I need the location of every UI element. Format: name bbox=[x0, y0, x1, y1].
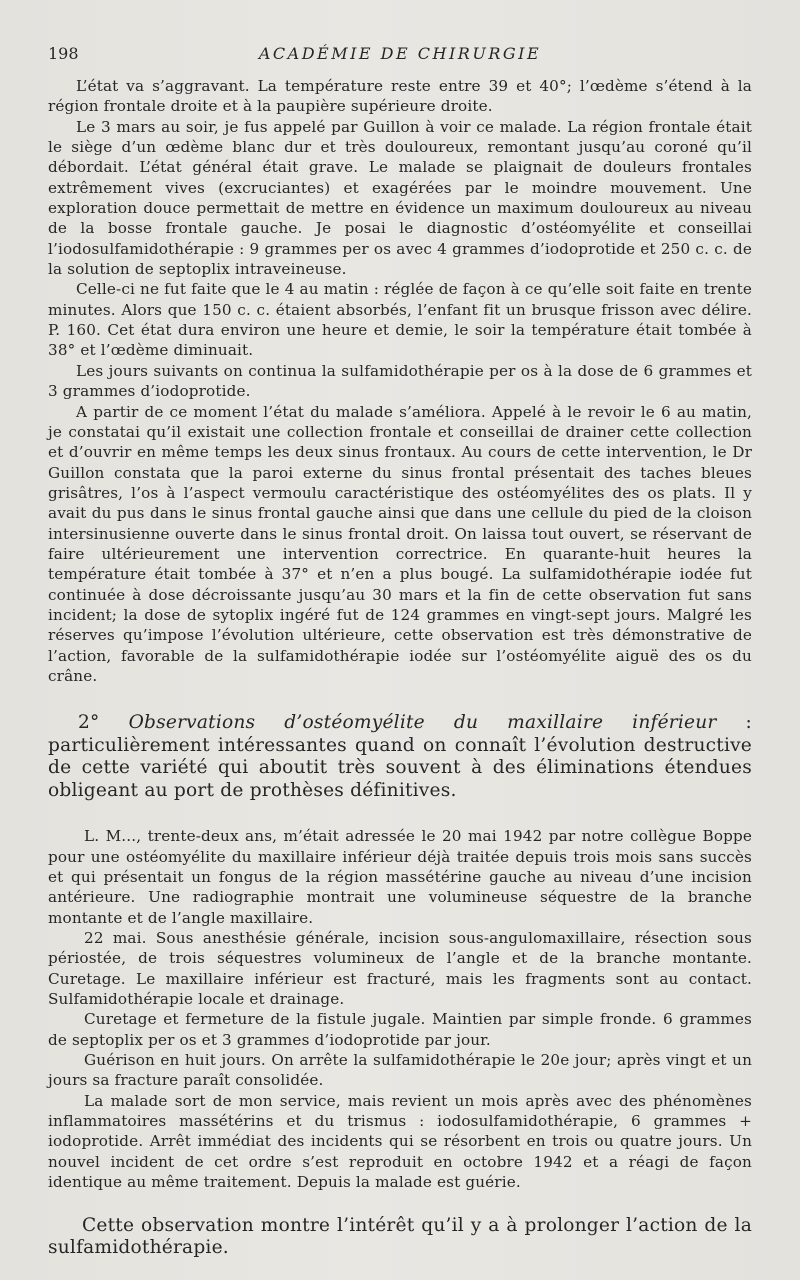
section-heading: Observations d’ostéomyélite du maxillaire inférieur bbox=[128, 712, 717, 734]
section-intro-text: : particulièrement intéressantes quand on connaît l’évolution destructive de cette variété qui aboutit très souvent à des éliminations étendues obligeant au port de prothèses définitives. bbox=[48, 712, 752, 801]
running-title: ACADÉMIE DE CHIRURGIE bbox=[258, 44, 542, 63]
paragraph: 22 mai. Sous anesthésie générale, incision sous-angulomaxillaire, résection sous périostée, de trois séquestres volumineux de l’angle et de la branche montante. Curetage. Le maxillaire inférieur est fracturé, mais les fragments sont au contact. Sulfamidothérapie locale et drainage. bbox=[48, 929, 752, 1009]
conclusion bbox=[48, 1215, 752, 1260]
paragraph: Celle-ci ne fut faite que le 4 au matin : réglée de façon à ce qu’elle soit faite en trente minutes. Alors que 150 c. c. étaient absorbés, l’enfant fit un brusque frisson avec délire. P. 160. Cet état dura environ une heure et demie, le soir la température était tombée à 38° et l’œdème diminuait. bbox=[48, 280, 752, 360]
paragraph: A partir de ce moment l’état du malade s’améliora. Appelé à le revoir le 6 au matin, je constatai qu’il existait une collection frontale et conseillai de drainer cette collection et d’ouvrir en même temps les deux sinus frontaux. Au cours de cette intervention, le Dr Guillon constata que la paroi externe du sinus frontal présentait des taches bleues grisâtres, l’os à l’aspect vermoulu caractéristique des ostéomyélites des os plats. Il y avait du pus dans le sinus frontal gauche ainsi que dans une cellule du pied de la cloison intersinusienne ouverte dans le sinus frontal droit. On laissa tout ouvert, se réservant de faire ultérieurement une intervention correctrice. En quarante-huit heures la température était tombée à 37° et n’en a plus bougé. La sulfamidothérapie iodée fut continuée à dose décroissante jusqu’au 30 mars et la fin de cette observation fut sans incident; la dose de sytoplix ingéré fut de 124 grammes en vingt-sept jours. Malgré les réserves qu’impose l’évolution ultérieure, cette observation est très démonstrative de l’action, favorable de la sulfamidothérapie iodée sur l’ostéomyélite aiguë des os du crâne. bbox=[48, 402, 752, 685]
section-2-paragraph bbox=[48, 712, 752, 802]
observation-2 bbox=[48, 826, 752, 1192]
case-continued bbox=[48, 76, 752, 686]
paragraph: Curetage et fermeture de la fistule jugale. Maintien par simple fronde. 6 grammes de septoplix per os et 3 grammes d’iodoprotide par jour. bbox=[48, 1010, 752, 1049]
paragraph: Le 3 mars au soir, je fus appelé par Guillon à voir ce malade. La région frontale était le siège d’un œdème blanc dur et très douloureux, remontant jusqu’au coroné qu’il débordait. L’état général était grave. Le malade se plaignait de douleurs frontales extrêmement vives (excruciantes) et exagérées par le moindre mouvement. Une exploration douce permettait de mettre en évidence un maximum douloureux au niveau de la bosse frontale gauche. Je posai le diagnostic d’ostéomyélite et conseillai l’iodosulfamidothérapie : 9 grammes per os avec 4 grammes d’iodoprotide et 250 c. c. de la solution de septoplix intraveineuse. bbox=[48, 117, 752, 279]
section-number: 2° bbox=[78, 712, 100, 734]
section-2 bbox=[48, 712, 752, 802]
paragraph: Guérison en huit jours. On arrête la sulfamidothérapie le 20e jour; après vingt et un jours sa fracture paraît consolidée. bbox=[48, 1051, 752, 1090]
paragraph: L’état va s’aggravant. La température reste entre 39 et 40°; l’œdème s’étend à la région frontale droite et à la paupière supérieure droite. bbox=[48, 77, 752, 116]
paragraph: Les jours suivants on continua la sulfamidothérapie per os à la dose de 6 grammes et 3 grammes d’iodoprotide. bbox=[48, 361, 752, 401]
page-header bbox=[48, 44, 752, 66]
paragraph: La malade sort de mon service, mais revient un mois après avec des phénomènes inflammatoires massétérins et du trismus : iodosulfamidothérapie, 6 grammes + iodoprotide. Arrêt immédiat des incidents qui se résorbent en trois ou quatre jours. Un nouvel incident de cet ordre s’est reproduit en octobre 1942 et a réagi de façon identique au même traitement. Depuis la malade est guérie. bbox=[48, 1091, 752, 1192]
page-number: 198 bbox=[48, 44, 79, 63]
conclusion-paragraph: Cette observation montre l’intérêt qu’il y a à prolonger l’action de la sulfamidothérapie. bbox=[48, 1214, 752, 1258]
paragraph: L. M..., trente-deux ans, m’était adressée le 20 mai 1942 par notre collègue Boppe pour une ostéomyélite du maxillaire inférieur déjà traitée depuis trois mois sans succès et qui présentait un fongus de la région massétérine gauche au niveau d’une incision antérieure. Une radiographie montrait une volumineuse séquestre de la branche montante et de l’angle maxillaire. bbox=[48, 827, 752, 927]
